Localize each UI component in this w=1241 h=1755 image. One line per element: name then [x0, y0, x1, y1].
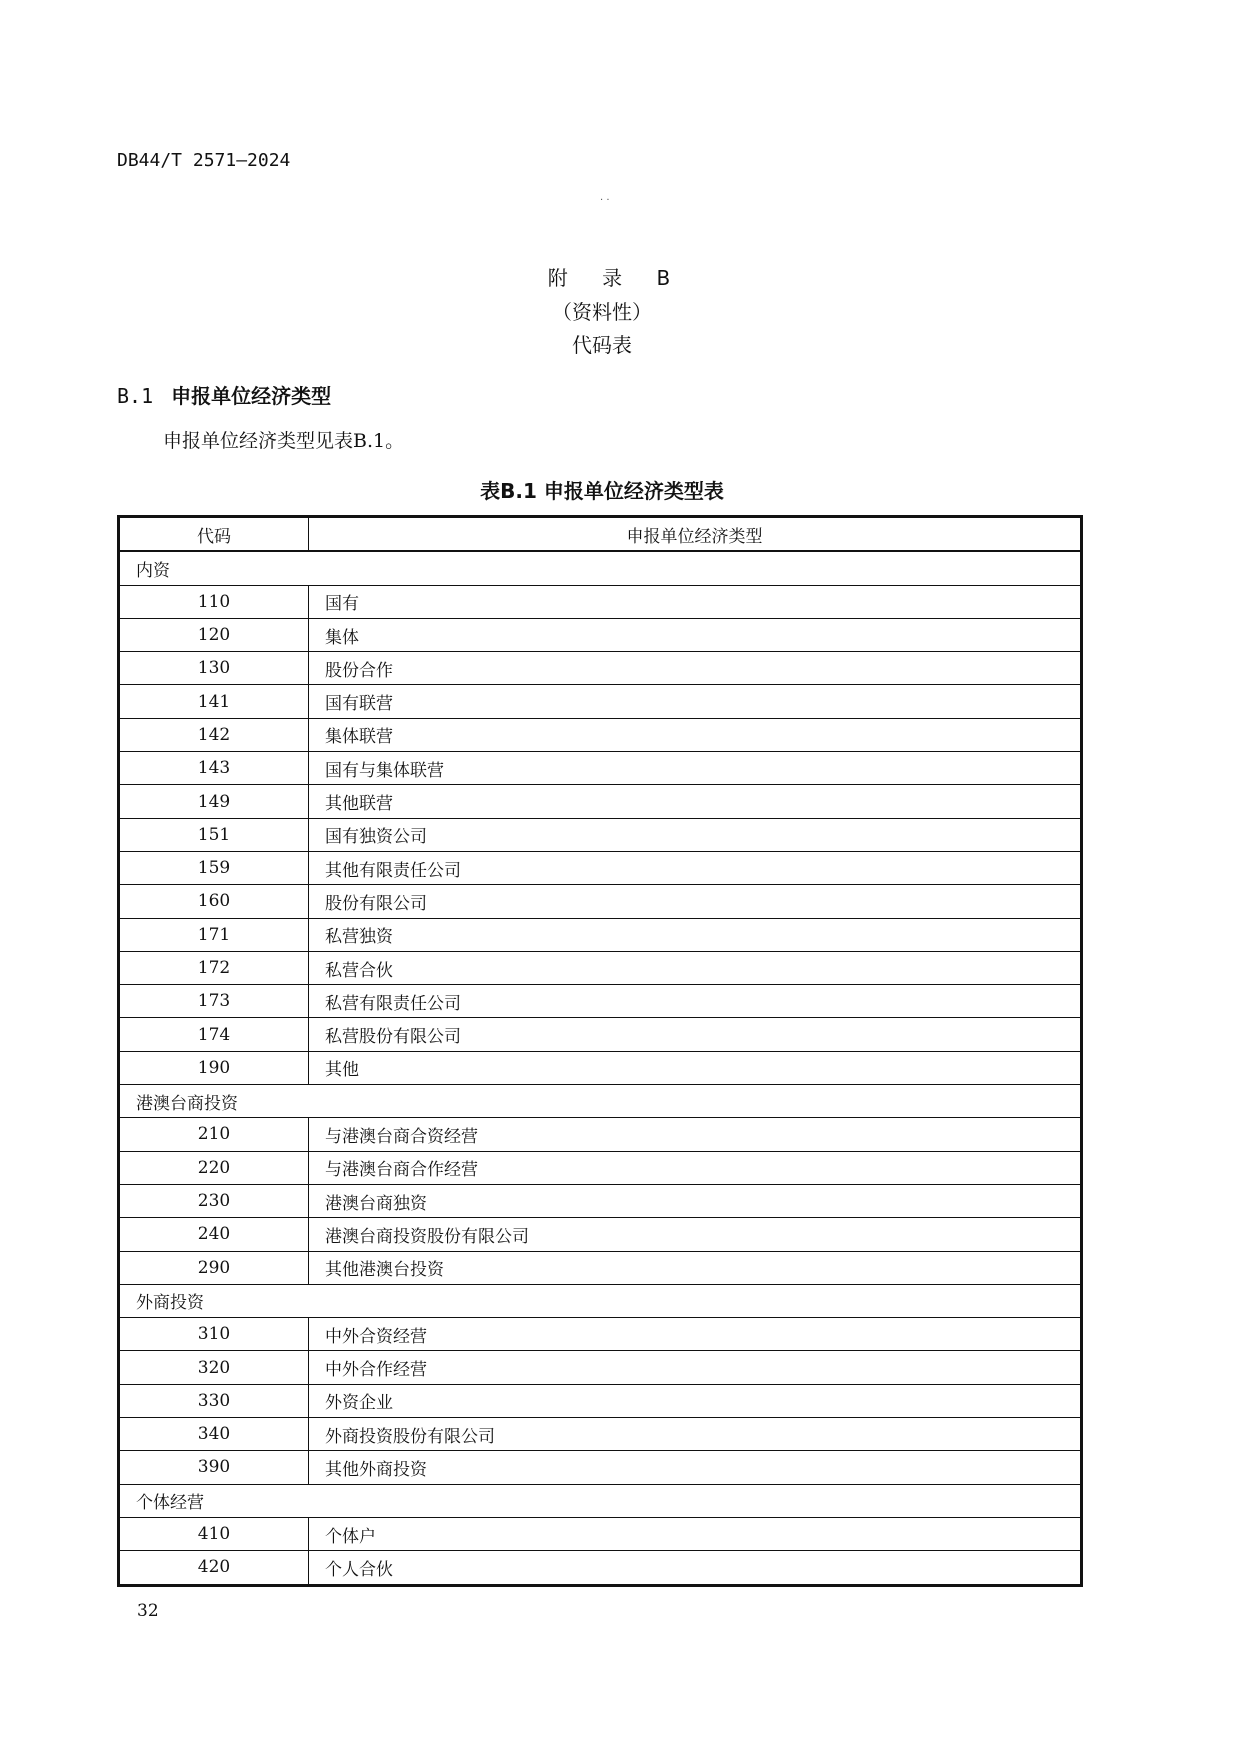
- type-cell: 外资企业: [309, 1384, 1082, 1417]
- code-cell: 142: [119, 718, 309, 751]
- type-cell: 私营有限责任公司: [309, 985, 1082, 1018]
- table-row: [119, 685, 1082, 718]
- group-row: [119, 1484, 1082, 1517]
- type-cell: 中外合资经营: [309, 1318, 1082, 1351]
- table-row: [119, 585, 1082, 618]
- table-row: [119, 1051, 1082, 1084]
- header-type: 申报单位经济类型: [309, 517, 1082, 552]
- page-number: 32: [137, 1601, 159, 1621]
- code-cell: 210: [119, 1118, 309, 1151]
- type-cell: 外商投资股份有限公司: [309, 1418, 1082, 1451]
- type-cell: 私营合伙: [309, 951, 1082, 984]
- table-row: [119, 1551, 1082, 1585]
- group-name: 外商投资: [119, 1284, 1082, 1317]
- type-cell: 其他联营: [309, 785, 1082, 818]
- type-cell: 股份有限公司: [309, 885, 1082, 918]
- group-row: [119, 551, 1082, 585]
- type-cell: 其他有限责任公司: [309, 851, 1082, 884]
- table-row: [119, 885, 1082, 918]
- code-cell: 130: [119, 652, 309, 685]
- type-cell: 国有独资公司: [309, 818, 1082, 851]
- type-cell: 个人合伙: [309, 1551, 1082, 1585]
- group-row: [119, 1085, 1082, 1118]
- group-name: 个体经营: [119, 1484, 1082, 1517]
- type-cell: 集体: [309, 618, 1082, 651]
- code-cell: 149: [119, 785, 309, 818]
- type-cell: 港澳台商投资股份有限公司: [309, 1218, 1082, 1251]
- table-row: [119, 1151, 1082, 1184]
- table-row: [119, 1218, 1082, 1251]
- table-row: [119, 818, 1082, 851]
- type-cell: 其他港澳台投资: [309, 1251, 1082, 1284]
- code-cell: 290: [119, 1251, 309, 1284]
- appendix-title: 代码表: [572, 333, 632, 357]
- code-cell: 171: [119, 918, 309, 951]
- table-row: [119, 785, 1082, 818]
- code-cell: 240: [119, 1218, 309, 1251]
- table-row: [119, 1418, 1082, 1451]
- table-body: [119, 551, 1082, 1585]
- code-cell: 310: [119, 1318, 309, 1351]
- section-number: B.1: [117, 384, 154, 408]
- table-row: [119, 851, 1082, 884]
- code-cell: 410: [119, 1517, 309, 1550]
- code-cell: 120: [119, 618, 309, 651]
- group-row: [119, 1284, 1082, 1317]
- type-cell: 国有联营: [309, 685, 1082, 718]
- type-cell: 其他: [309, 1051, 1082, 1084]
- code-cell: 340: [119, 1418, 309, 1451]
- code-cell: 151: [119, 818, 309, 851]
- table-row: [119, 1351, 1082, 1384]
- code-cell: 173: [119, 985, 309, 1018]
- code-cell: 220: [119, 1151, 309, 1184]
- decorative-dots: . .: [600, 192, 610, 203]
- code-cell: 320: [119, 1351, 309, 1384]
- type-cell: 股份合作: [309, 652, 1082, 685]
- header-code: 代码: [119, 517, 309, 552]
- body-paragraph: 申报单位经济类型见表B.1。: [163, 430, 405, 452]
- code-cell: 174: [119, 1018, 309, 1051]
- section-title: 申报单位经济类型: [171, 384, 332, 408]
- group-name: 内资: [119, 551, 1082, 585]
- code-cell: 160: [119, 885, 309, 918]
- table-row: [119, 1318, 1082, 1351]
- code-cell: 172: [119, 951, 309, 984]
- table-row: [119, 985, 1082, 1018]
- appendix-nature: （资料性）: [552, 300, 652, 324]
- table-row: [119, 1018, 1082, 1051]
- table-row: [119, 918, 1082, 951]
- document-code: DB44/T 2571—2024: [117, 150, 291, 171]
- code-cell: 159: [119, 851, 309, 884]
- type-cell: 个体户: [309, 1517, 1082, 1550]
- table-row: [119, 652, 1082, 685]
- table-row: [119, 1118, 1082, 1151]
- code-cell: 330: [119, 1384, 309, 1417]
- code-cell: 390: [119, 1451, 309, 1484]
- type-cell: 国有与集体联营: [309, 752, 1082, 785]
- code-cell: 230: [119, 1184, 309, 1217]
- table-row: [119, 1184, 1082, 1217]
- table-row: [119, 1451, 1082, 1484]
- table-row: [119, 618, 1082, 651]
- table-row: [119, 752, 1082, 785]
- type-cell: 港澳台商独资: [309, 1184, 1082, 1217]
- table-row: [119, 718, 1082, 751]
- type-cell: 与港澳台商合资经营: [309, 1118, 1082, 1151]
- type-cell: 中外合作经营: [309, 1351, 1082, 1384]
- table-caption: 表B.1 申报单位经济类型表: [480, 479, 724, 503]
- table-header-row: [119, 517, 1082, 552]
- table-row: [119, 1251, 1082, 1284]
- code-cell: 141: [119, 685, 309, 718]
- table-row: [119, 951, 1082, 984]
- section-heading: [117, 380, 331, 409]
- type-cell: 国有: [309, 585, 1082, 618]
- code-cell: 420: [119, 1551, 309, 1585]
- type-cell: 私营股份有限公司: [309, 1018, 1082, 1051]
- code-cell: 110: [119, 585, 309, 618]
- code-cell: 143: [119, 752, 309, 785]
- table-row: [119, 1384, 1082, 1417]
- type-cell: 其他外商投资: [309, 1451, 1082, 1484]
- type-cell: 私营独资: [309, 918, 1082, 951]
- type-cell: 与港澳台商合作经营: [309, 1151, 1082, 1184]
- code-cell: 190: [119, 1051, 309, 1084]
- economic-type-table: [117, 515, 1083, 1587]
- type-cell: 集体联营: [309, 718, 1082, 751]
- group-name: 港澳台商投资: [119, 1085, 1082, 1118]
- appendix-label: 附 录 B: [547, 266, 685, 290]
- table-row: [119, 1517, 1082, 1550]
